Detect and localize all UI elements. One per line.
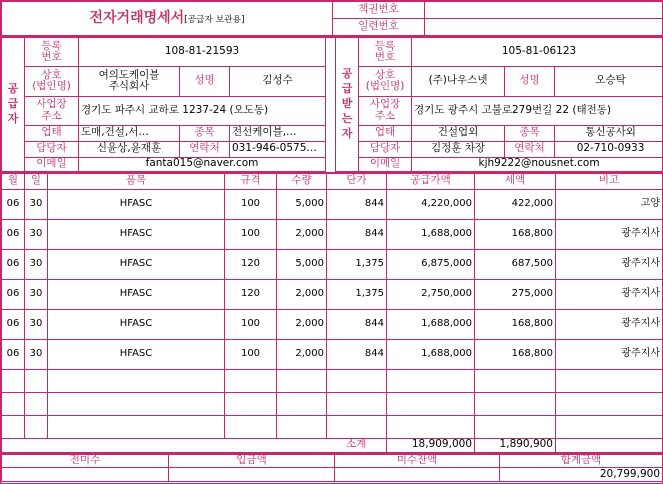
supplier-biz-type-label: 업태 bbox=[25, 125, 79, 141]
empty-row bbox=[2, 415, 663, 438]
supplier-side-label: 공 급 자 bbox=[2, 37, 25, 171]
receiver-address: 경기도 광주시 고불로279번길 22 (태전동) bbox=[412, 96, 663, 125]
total-label: 합계금액 bbox=[500, 454, 663, 468]
col-spec: 규격 bbox=[225, 173, 277, 190]
serial-no-label: 일련번호 bbox=[333, 19, 425, 36]
supplier-email: fanta015@naver.com bbox=[79, 157, 326, 171]
row-supply: 4,220,000 bbox=[387, 189, 475, 219]
empty-row bbox=[2, 392, 663, 415]
table-row bbox=[2, 339, 663, 369]
row-tax: 168,800 bbox=[475, 219, 556, 249]
table-row bbox=[2, 219, 663, 249]
table-row bbox=[2, 189, 663, 219]
receiver-contact-label: 연락처 bbox=[505, 141, 555, 157]
col-day: 일 bbox=[25, 173, 48, 190]
row-price: 844 bbox=[327, 339, 387, 369]
row-qty: 2,000 bbox=[277, 219, 327, 249]
supplier-reg-no: 108-81-21593 bbox=[79, 37, 326, 66]
serial-no-value bbox=[425, 19, 663, 36]
book-no-label: 책권번호 bbox=[333, 2, 425, 19]
items-header-row bbox=[2, 173, 663, 190]
receiver-manager: 김정훈 차장 bbox=[412, 141, 505, 157]
row-item: HFASC bbox=[48, 249, 225, 279]
receiver-biz-type: 건설업외 bbox=[412, 125, 505, 141]
receiver-reg-no: 105-81-06123 bbox=[412, 37, 663, 66]
row-day: 30 bbox=[25, 249, 48, 279]
row-note: 광주지사 bbox=[556, 219, 663, 249]
row-tax: 168,800 bbox=[475, 309, 556, 339]
received-label: 입금액 bbox=[169, 454, 335, 468]
receiver-name: 오승탁 bbox=[555, 66, 663, 96]
subtotal-tax: 1,890,900 bbox=[475, 438, 556, 452]
row-day: 30 bbox=[25, 219, 48, 249]
supplier-contact: 031-946-0575… bbox=[230, 141, 326, 157]
title-table bbox=[1, 1, 663, 36]
receiver-biz-type-label: 업태 bbox=[359, 125, 412, 141]
items-table bbox=[1, 172, 663, 453]
supplier-biz-type: 도매,건설,서… bbox=[79, 125, 180, 141]
row-day: 30 bbox=[25, 339, 48, 369]
supplier-manager-label: 담당자 bbox=[25, 141, 79, 157]
table-row bbox=[2, 279, 663, 309]
document-title: 전자거래명세서[공급자 보관용] bbox=[2, 2, 333, 36]
row-item: HFASC bbox=[48, 339, 225, 369]
receiver-side-label: 공 급 받 는 자 bbox=[336, 37, 359, 171]
col-supply: 공급가액 bbox=[387, 173, 475, 190]
row-qty: 5,000 bbox=[277, 249, 327, 279]
subtotal-label: 소계 bbox=[327, 438, 387, 452]
row-price: 844 bbox=[327, 219, 387, 249]
row-qty: 2,000 bbox=[277, 279, 327, 309]
supplier-company: 여의도케이블 주식회사 bbox=[79, 66, 180, 96]
row-day: 30 bbox=[25, 309, 48, 339]
row-note: 고양 bbox=[556, 189, 663, 219]
supplier-reg-label: 등록 번호 bbox=[25, 37, 79, 66]
row-month: 06 bbox=[2, 309, 25, 339]
row-tax: 687,500 bbox=[475, 249, 556, 279]
subtotal-row bbox=[2, 438, 663, 452]
row-note: 광주지사 bbox=[556, 339, 663, 369]
table-row bbox=[2, 309, 663, 339]
supplier-address-label: 사업장 주소 bbox=[25, 96, 79, 125]
row-item: HFASC bbox=[48, 219, 225, 249]
total-value: 20,799,900 bbox=[500, 468, 663, 482]
receiver-email: kjh9222@nousnet.com bbox=[412, 157, 663, 171]
row-month: 06 bbox=[2, 219, 25, 249]
receiver-email-label: 이메일 bbox=[359, 157, 412, 171]
row-note: 광주지사 bbox=[556, 279, 663, 309]
row-item: HFASC bbox=[48, 189, 225, 219]
document-subtitle: [공급자 보관용] bbox=[184, 15, 245, 26]
row-item: HFASC bbox=[48, 309, 225, 339]
row-spec: 120 bbox=[225, 249, 277, 279]
receiver-contact: 02-710-0933 bbox=[555, 141, 663, 157]
col-qty: 수량 bbox=[277, 173, 327, 190]
row-day: 30 bbox=[25, 189, 48, 219]
supplier-company-label: 상호 (법인명) bbox=[25, 66, 79, 96]
book-no-value bbox=[425, 2, 663, 19]
row-month: 06 bbox=[2, 279, 25, 309]
row-price: 1,375 bbox=[327, 279, 387, 309]
row-note: 광주지사 bbox=[556, 249, 663, 279]
row-qty: 2,000 bbox=[277, 339, 327, 369]
supplier-biz-item: 전선케이블,… bbox=[230, 125, 326, 141]
row-supply: 1,688,000 bbox=[387, 309, 475, 339]
receiver-reg-label: 등록 번호 bbox=[359, 37, 412, 66]
row-qty: 5,000 bbox=[277, 189, 327, 219]
row-tax: 275,000 bbox=[475, 279, 556, 309]
supplier-name: 김성수 bbox=[230, 66, 326, 96]
row-spec: 120 bbox=[225, 279, 277, 309]
col-month: 월 bbox=[2, 173, 25, 190]
row-month: 06 bbox=[2, 339, 25, 369]
parties-table bbox=[1, 36, 663, 172]
supplier-biz-item-label: 종목 bbox=[180, 125, 230, 141]
prev-unpaid-value bbox=[2, 468, 169, 482]
row-price: 844 bbox=[327, 189, 387, 219]
empty-row bbox=[2, 369, 663, 392]
receiver-biz-item: 통신공사외 bbox=[555, 125, 663, 141]
col-price: 단가 bbox=[327, 173, 387, 190]
receiver-name-label: 성명 bbox=[505, 66, 555, 96]
col-item: 품목 bbox=[48, 173, 225, 190]
col-tax: 세액 bbox=[475, 173, 556, 190]
row-qty: 2,000 bbox=[277, 309, 327, 339]
receiver-company: (주)나우스넷 bbox=[412, 66, 505, 96]
supplier-name-label: 성명 bbox=[180, 66, 230, 96]
unpaid-balance-label: 미수잔액 bbox=[335, 454, 500, 468]
supplier-address: 경기도 파주시 교하로 1237-24 (오도동) bbox=[79, 96, 326, 125]
table-row bbox=[2, 249, 663, 279]
row-spec: 100 bbox=[225, 309, 277, 339]
row-tax: 168,800 bbox=[475, 339, 556, 369]
row-supply: 2,750,000 bbox=[387, 279, 475, 309]
row-item: HFASC bbox=[48, 279, 225, 309]
supplier-manager: 신윤상,윤재훈 bbox=[79, 141, 180, 157]
row-note: 광주지사 bbox=[556, 309, 663, 339]
row-supply: 6,875,000 bbox=[387, 249, 475, 279]
row-day: 30 bbox=[25, 279, 48, 309]
supplier-email-label: 이메일 bbox=[25, 157, 79, 171]
receiver-biz-item-label: 종목 bbox=[505, 125, 555, 141]
row-price: 1,375 bbox=[327, 249, 387, 279]
summary-table bbox=[1, 453, 663, 483]
col-note: 비고 bbox=[556, 173, 663, 190]
row-spec: 100 bbox=[225, 219, 277, 249]
received-value bbox=[169, 468, 335, 482]
supplier-contact-label: 연락처 bbox=[180, 141, 230, 157]
row-price: 844 bbox=[327, 309, 387, 339]
row-supply: 1,688,000 bbox=[387, 339, 475, 369]
row-spec: 100 bbox=[225, 339, 277, 369]
receiver-address-label: 사업장 주소 bbox=[359, 96, 412, 125]
subtotal-supply: 18,909,000 bbox=[387, 438, 475, 452]
row-supply: 1,688,000 bbox=[387, 219, 475, 249]
row-spec: 100 bbox=[225, 189, 277, 219]
receiver-manager-label: 담당자 bbox=[359, 141, 412, 157]
receiver-company-label: 상호 (법인명) bbox=[359, 66, 412, 96]
party-divider bbox=[326, 37, 336, 171]
row-tax: 422,000 bbox=[475, 189, 556, 219]
unpaid-balance-value bbox=[335, 468, 500, 482]
prev-unpaid-label: 전미수 bbox=[2, 454, 169, 468]
row-month: 06 bbox=[2, 189, 25, 219]
row-month: 06 bbox=[2, 249, 25, 279]
